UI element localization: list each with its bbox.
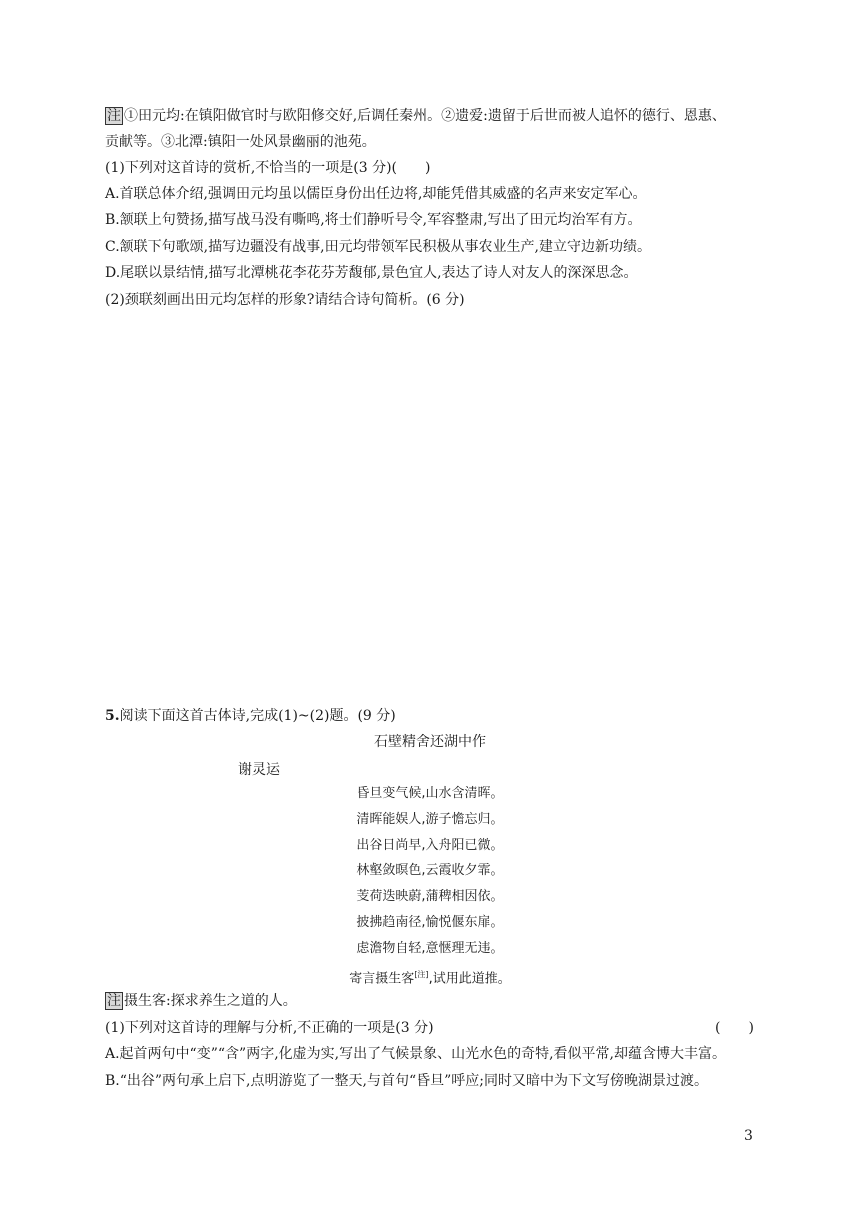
option-c: C.颔联下句歌颂,描写边疆没有战事,田元均带领军民积极从事农业生产,建立守边新功绩。 — [105, 239, 652, 255]
question-5-text: 阅读下面这首古体诗,完成(1)~(2)题。(9 分) — [119, 708, 396, 724]
option-b-5: B.“出谷”两句承上启下,点明游览了一整天,与首句“昏旦”呼应;同时又暗中为下文写傍晚湖景过渡。 — [105, 1073, 708, 1089]
note-5-text: 摄生客:探求养生之道的人。 — [124, 993, 297, 1009]
note-marker: 注 — [107, 108, 121, 124]
poem-line: 清晖能娱人,游子憺忘归。 — [356, 812, 504, 827]
note-marker: 注 — [107, 993, 121, 1009]
poem-author: 谢灵运 — [238, 762, 280, 778]
poem-last-part-a: 寄言摄生客 — [349, 971, 415, 987]
page-number: 3 — [744, 1128, 753, 1144]
poem-line: 虑澹物自轻,意惬理无违。 — [356, 941, 504, 956]
poem-last-part-b: ,试用此道推。 — [428, 971, 511, 987]
note-line-1 — [105, 106, 726, 126]
poem-line: 披拂趋南径,愉悦偃东扉。 — [356, 915, 504, 930]
note-5 — [105, 991, 297, 1011]
option-d: D.尾联以景结情,描写北潭桃花李花芬芳馥郁,景色宜人,表达了诗人对友人的深深思念。 — [105, 265, 638, 281]
question-number: 5. — [105, 708, 120, 724]
answer-bracket: ( ) — [715, 1020, 754, 1036]
poem-line-last — [0, 965, 860, 989]
option-b: B.颔联上句赞扬,描写战马没有嘶鸣,将士们静听号令,军容整肃,写出了田元均治军有方。 — [105, 212, 642, 228]
question-5-1: (1)下列对这首诗的理解与分析,不正确的一项是(3 分) — [105, 1020, 434, 1036]
footnote-marker: [注] — [414, 970, 429, 979]
poem-title: 石壁精舍还湖中作 — [374, 734, 486, 750]
poem-line: 芰荷迭映蔚,蒲稗相因依。 — [356, 889, 504, 904]
note-text-1: ①田元均:在镇阳做官时与欧阳修交好,后调任秦州。②遗爱:遗留于后世而被人追怀的德行、恩惠、 — [124, 108, 726, 124]
poem-line: 林壑敛暝色,云霞收夕霏。 — [356, 863, 504, 878]
question-4-1: (1)下列对这首诗的赏析,不恰当的一项是(3 分)( ) — [105, 160, 431, 176]
poem-line: 出谷日尚早,入舟阳已微。 — [356, 838, 504, 853]
note-line-2: 贡献等。③北潭:镇阳一处风景幽丽的池苑。 — [105, 134, 376, 150]
option-a-5: A.起首两句中“变”“含”两字,化虚为实,写出了气候景象、山光水色的奇特,看似平常,却蕴含博大丰富。 — [105, 1046, 726, 1062]
question-5-intro — [105, 706, 396, 726]
poem-line: 昏旦变气候,山水含清晖。 — [356, 786, 504, 801]
question-4-2: (2)颈联刻画出田元均怎样的形象?请结合诗句简析。(6 分) — [105, 292, 465, 308]
option-a: A.首联总体介绍,强调田元均虽以儒臣身份出任边将,却能凭借其威盛的名声来安定军心。 — [105, 186, 647, 202]
